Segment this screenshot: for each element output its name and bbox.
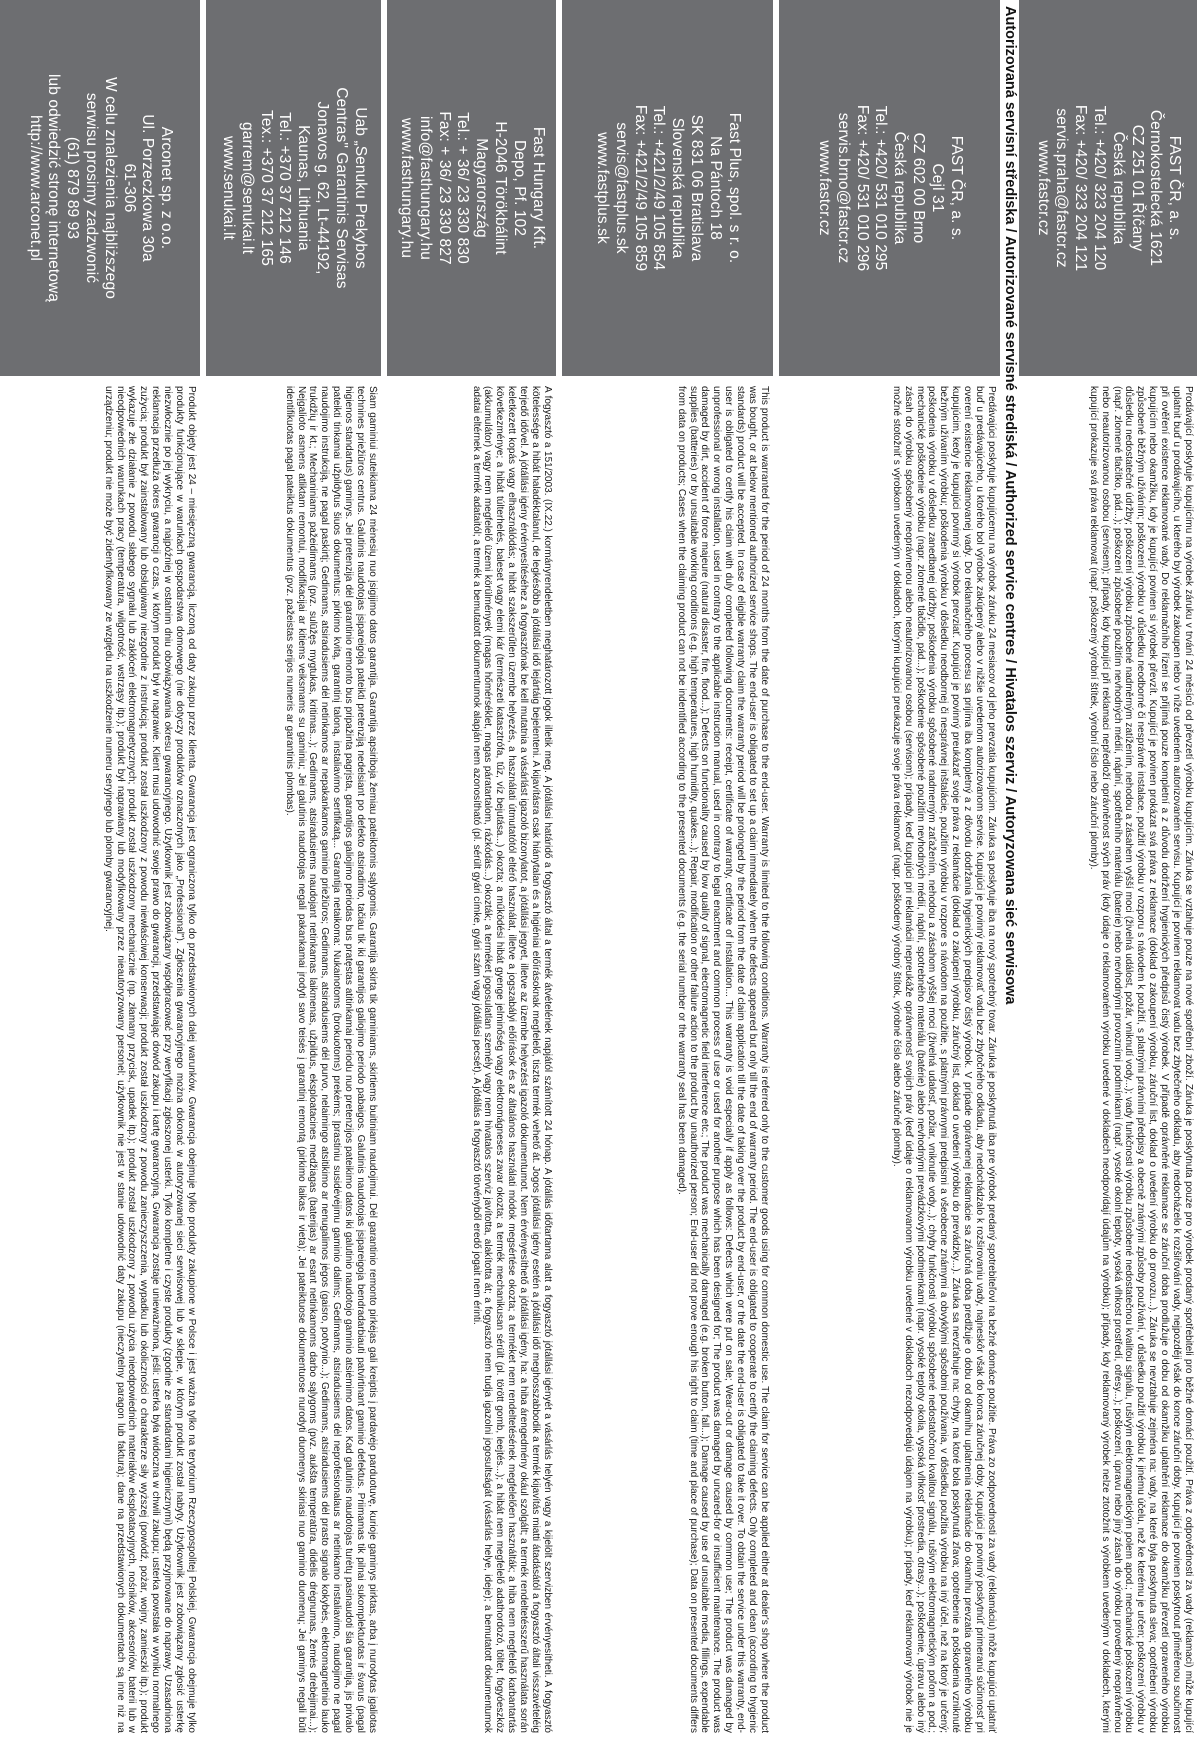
contact-street: Depo, Pf. 102	[510, 139, 528, 237]
contact-company: FAST ČR, a. s.	[947, 135, 965, 241]
warranty-text-hu	[390, 386, 553, 1733]
contact-block-sk	[779, 0, 1000, 376]
warranty-text-cz	[1022, 386, 1194, 1733]
contact-block-en	[562, 0, 773, 376]
contact-email[interactable]: garrem@senukai.lt	[238, 121, 256, 254]
contact-country: Slovenská republika	[669, 117, 687, 259]
contact-website[interactable]: http://www.arconet.pl	[26, 115, 44, 261]
contact-fax: Fax: + 36/ 23 330 827	[435, 111, 453, 265]
section-cz	[1019, 0, 1197, 1739]
contact-phone: (61) 879 89 93	[64, 136, 82, 240]
contact-fax: Fax: +420/ 323 204 121	[1072, 104, 1090, 272]
contact-fax: Fax: +421/2/49 105 859	[631, 104, 649, 272]
contact-phone: Tel.: +421/2/49 105 854	[650, 105, 668, 271]
contact-email[interactable]: servis.praha@fastcr.cz	[1053, 108, 1071, 268]
section-hu	[387, 0, 556, 1739]
contact-company: Fast Plus, spol. s r. o.	[725, 112, 743, 264]
contact-phone: Tel.: +420/ 531 010 295	[872, 105, 890, 271]
contact-phone: Tel.: +420/ 323 204 120	[1091, 105, 1108, 271]
contact-city: SK 831 06 Bratislava	[688, 114, 706, 262]
warranty-text-pl	[3, 386, 197, 1733]
contact-website[interactable]: www.fastcr.cz	[816, 140, 834, 236]
contact-website[interactable]: www.fasthungary.hu	[398, 117, 416, 259]
section-pl	[0, 0, 200, 1739]
section-heading: Autorizovaná servisní střediska / Autorizované servisné strediská / Authorized service centres / Hivatalos szerviz / Autoryzowana sieć serwisowa	[1002, 6, 1018, 1005]
contact-website[interactable]: www.fastplus.sk	[594, 132, 612, 244]
contact-street: Černokostelecká 1621	[1147, 109, 1165, 267]
contact-email[interactable]: info@fasthungary.hu	[416, 115, 434, 261]
warranty-paragraph: A fogyasztó a 151/2003. (IX.22.) kormányrendeletben meghatározott jogok illetik meg. A jótállási határidő a fogyasztó által a termék átvételének napjától számított 24 hónap. A jótállás időtartama alatt a fogyasztó jótállási igényét a vásárlás helyén vagy a kijelölt szervizben érvényesítheti. A fogyasztó kötelessége a hibát haladéktalanul, de legkésőbb a jótállási idő lejártáig bejelenteni. A kijavításra csak hiánytalan és a higiéniai előírásoknak megfelelő, tiszta termék vehető át. Jogos jótállási igény esetén a jótállási idő meghosszabbodik a termék kijavítás miatti átadásától a fogyasztó általi visszavételéig terjedő idővel. A jótállási igény érvényesítéséhez a fogyasztónak be kell mutatnia a vásárlást igazoló bizonylatot, a jótállási jegyet, illetve az üzembe helyezést igazoló dokumentumot. Nem érvényesíthető a jótállási igény, ha: a hiba árengedmény okául szolgált; a termék rendeltetésszerű használata során keletkezett kopás vagy elhasználódás; a hibát szakszerűtlen üzembe helyezés, a használati útmutatótól eltérő használat, illetve a jogszabályi előírások és az általános használati módok megsértése okozta; a terméket nem rendeltetésének megfelelően használták; a hiba nem megfelelő karbantartás következménye; a hibát túlterhelés, baleset vagy elemi kár (természeti katasztrófa, tűz, víz bejutása...) okozta; a működési hibát gyenge jelminőség vagy elektromágneses zavar okozta; a termék mechanikusan sérült (pl. törött gomb, leejtés...); a hibát nem megfelelő adathordozó, töltet, fogyóeszköz (akkumulátor) vagy nem megfelelő üzemi körülmények (magas hőmérséklet, magas páratartalom, rázkódás...) okozták; a terméket jogosulatlan személy vagy nem hivatalos szerviz javította, alakította át; a fogyasztó nem tudja igazolni jogosultságát (vásárlás helye, ideje); a bemutatott dokumentumok adatai eltérnek a termék adataitól; a termék a bemutatott dokumentumok alapján nem azonosítható (pl. sérült gyári címke, gyári szám vagy jótállási pecsét). A jótállás a fogyasztó törvényből eredő jogait nem érinti.	[470, 386, 553, 1733]
warranty-text-sk	[782, 386, 997, 1733]
contact-company: Arconet sp. z o.o.	[158, 126, 176, 250]
contact-street: Na Pántoch 18	[706, 136, 724, 240]
contact-email[interactable]: servis.brno@fastcr.cz	[834, 112, 852, 264]
warranty-paragraph: Predávajúci poskytuje kupujúcemu na výrobok záruku 24 mesiacov od jeho prevzatia kupujúcim. Záruka sa poskytuje iba na nový spotrebný tovar. Záruka je poskytnutá iba pre výrobok predaný spotrebiteľovi na bežné domáce použitie. Práva zo zodpovednosti za vady (reklamáciu) môže kupujúci uplatniť buď u predávajúceho, u ktorého bol výrobok zakúpený alebo v nižšie uvedenom autorizovanom servise. Kupujúci je povinný reklamovať vadu bez zbytočného odkladu, aby nedochádzalo k rozširovaniu vady, najneskôr však do konca záručnej doby. Kupujúci je povinný poskytnúť primeranú súčinnosť pri overení existencie reklamovanej vady. Do reklamačného procesu sa prijíma iba kompletný a z dôvodu dodržania hygienických predpisov čistý výrobok. V prípade oprávnenej reklamácie sa záručná doba predlžuje o dobu od okamihu uplatnenia reklamácie do okamihu prevzatia opraveného výrobku kupujúcim, kedy je kupujúci povinný si výrobok prevziať. Kupujúci je povinný preukázať svoje práva z reklamácie (doklad o zakúpení výrobku, záručný list, doklad o uvedení výrobku do prevádzky...). Záruka sa nevzťahuje na: chyby, na ktoré bola poskytnutá zľava; opotrebenie a poškodenia vzniknuté bežným užívaním výrobku; poškodenia výrobku v dôsledku neodbornej či nesprávnej inštalácie, použitím výrobku v rozpore s návodom na použitie, s platnými právnymi predpismi a všeobecne známymi a obvyklými spôsobmi používania, v dôsledku použitia výrobku na iný účel, než na ktorý je určený; poškodenia výrobku v dôsledku zanedbanej údržby; poškodenia výrobku spôsobené nadmerným zaťažením, nehodou a zásahom vyššej moci (živelná udalosť, požiar, vniknutie vody...); chyby funkčnosti výrobku spôsobené nedostatočnou kvalitou signálu, rušivým elektromagnetickým poľom a pod.; mechanické poškodenie výrobku (napr. zlomené tlačidlo, pád...); poškodenie spôsobené použitím nevhodných médií, náplní, spotrebného materiálu (batérie) alebo nevhodnými prevádzkovými podmienkami (napr. vysoké teploty okolia, vysoká vlhkosť prostredia, otrasy...); poškodenie, úpravu alebo iný zásah do výrobku spôsobený neoprávnenou alebo neautorizovanou osobou (servisom); prípady, keď kupujúci pri reklamácii nepreukáže oprávnenosť svojich práv (keď údaje o reklamovanom výrobku uvedené v dokladoch nezodpovedajú údajom na výrobku); prípady, keď reklamovaný výrobok nie je možné stotožniť s výrobkom uvedeným v dokladoch, ktorými kupujúci preukazuje svoje práva reklamovať (napr. poškodený výrobný štítok, výrobné číslo alebo záručné plomby).	[890, 386, 997, 1733]
contact-note-line2: serwisu prosimy zadzwonić	[83, 92, 100, 284]
contact-street: Cejl 31	[928, 163, 946, 213]
contact-country: Česká republika	[1109, 131, 1127, 245]
contact-website[interactable]: www.senukai.lt	[220, 136, 238, 240]
contact-city: H-2046 Törökbálint	[492, 121, 510, 255]
contact-company: Fast Hungary Kft.	[529, 126, 547, 250]
contact-city: CZ 251 01 Říčany	[1128, 124, 1146, 252]
contact-phone: Tel.: + 36/ 23 330 830	[454, 112, 472, 264]
warranty-text-lt	[209, 386, 378, 1733]
section-lt	[206, 0, 381, 1739]
contact-fax: Tex.: +370 37 212 165	[257, 110, 275, 266]
warranty-text-en	[565, 386, 770, 1733]
contact-city: CZ 602 00 Brno	[910, 132, 928, 244]
contact-block-lt	[206, 0, 381, 376]
contact-note-line3: lub odwiedzić stronę internetową	[45, 73, 63, 303]
contact-country: Magyarország	[473, 138, 491, 238]
contact-block-cz	[1019, 0, 1197, 376]
contact-fax: Fax: +420/ 531 010 296	[853, 104, 871, 272]
warranty-paragraph: Produkt objęty jest 24 – miesięczną gwarancją, liczoną od daty zakupu przez klienta. Gwarancja jest ograniczona tylko do przedstawionych dalej warunków. Gwarancja obejmuje tylko produkty zakupione w Polsce i jest ważna tylko na terytorium Rzeczypospolitej Polskiej. Gwarancja obejmuje tylko produkty funkcjonujące w warunkach gospodarstwa domowego (nie dotyczy produktów oznaczonych jako „Professional"). Zgłoszenia gwarancyjnego można dokonać w autoryzowanej sieci serwisowej lub w sklepie, w którym produkt został nabyty. Użytkownik jest zobowiązany zgłosić usterkę niezwłocznie po jej wykryciu, a najpóźniej w ostatnim dniu obowiązywania okresu gwarancyjnego. Użytkownik jest zobowiązany współpracować przy weryfikacji zgłoszonej usterki. Tylko kompletne i czyste produkty (zgodnie ze standardami higienicznymi) będą przyjmowane do naprawy. Uzasadniona reklamacja przedłuża okres gwarancji o czas, w którym produkt był w naprawie. Klient musi udowodnić swoje prawo do gwarancji, przedstawiając dowód zakupu i kartę gwarancyjną. Gwarancja zostaje unieważniona, jeśli: usterka była widoczna w chwili zakupu; usterka powstała w wyniku normalnego zużycia; produkt był zainstalowany lub obsługiwany niezgodnie z instrukcją; produkt został uszkodzony z powodu niewłaściwej konserwacji; produkt został uszkodzony z powodu zanieczyszczenia, wypadku lub okoliczności o charakterze siły wyższej (powódź, pożar, wojny, zamieszki itp.); produkt wykazuje złe działanie z powodu słabego sygnału lub zakłóceń elektromagnetycznych; produkt został uszkodzony mechanicznie (np. złamany przycisk, upadek itp.); produkt został uszkodzony z powodu użycia nieodpowiednich materiałów eksploatacyjnych, nośników, akcesoriów, baterii lub w nieodpowiednich warunkach pracy (temperatura, wilgotność, wstrząsy itp.); produkt był naprawiany lub modyfikowany przez nieautoryzowany personel; użytkownik nie jest w stanie udowodnić daty zakupu (nieczytelny paragon lub faktura); dane na przedstawionych dokumentach są inne niż na urządzeniu; produkt nie może być zidentyfikowany ze względu na uszkodzenie numeru seryjnego lub plomby gwarancyjnej.	[102, 386, 197, 1733]
contact-block-hu	[387, 0, 556, 376]
contact-street: Ul. Porzeczkowa 30a	[139, 114, 157, 262]
contact-note-line1: W celu znalezienia najbliższego	[101, 77, 119, 299]
contact-website[interactable]: www.fastcr.cz	[1034, 140, 1052, 236]
contact-email[interactable]: servis@fastplus.sk	[612, 122, 630, 254]
contact-company: FAST ČR, a. s.	[1166, 135, 1184, 241]
warranty-paragraph: This product is warranted for the period of 24 months from the date of purchase to the end-user. Warranty is limited to the following conditions. Warranty is referred only to the customer goods using for common domestic use. The claim for service can be applied either at dealer's shop where the product was bought, or at below mentioned authorized service shops. The end-user is obligated to set up a claim immediately when the defects appeared but only till the end of warranty period. The end-user is obligated to cooperate to certify the claiming defects. Only completed and clean (according to hygienic standards) product will be accepted. In case of eligible warranty claim the warranty period will be prolonged by the period from the date of claim application till the date of taking over the product by end-user, or the date the end-user is obligated to take it over. To obtain the service under this warranty, end-user is obligated to certify his claim with duly completed following documents: receipt, certificate of warranty, certificate of installation... This warranty is void especially if apply as follows: Defects which were put on sale; Wear-out or damage caused by common use; The product was damaged by unprofessional or wrong installation, used in contrary to the applicable instruction manual, used in contrary to legal enactment and common process of use or used for another purpose which has been designed for; The product was damaged by uncared-for or insufficient maintenance. The product was damaged by dirt, accident of force majeure (natural disaster, fire, flood...); Defects on functionality caused by low quality of signal, electromagnetic field interference etc.; The product was mechanically damaged (e.g. broken button, fall...); Damage caused by use of unsuitable media, fillings, expendable supplies (batteries) or by unsuitable working conditions (e.g. high temperatures, high humidity, quakes...); Repair, modification or other failure action to the product by unauthorized person; End-user did not prove enough his right to claim (time and place of purchase); Data on presented documents differs from data on products; Cases when the claiming product can not be indentified according to the presented documents (e.g. the serial number or the warranty seal has been damaged).	[675, 386, 770, 1733]
contact-company: Uab „Senuku Prekybos	[351, 107, 369, 269]
warranty-paragraph: Prodávající poskytuje kupujícímu na výrobek záruku v trvání 24 měsíců od převzetí výrobku kupujícím. Záruka se vztahuje pouze na nové spotřební zboží. Záruka je poskytnuta pouze pro výrobek prodaný spotřebiteli pro běžné domácí použití. Práva z odpovědnosti za vady (reklamaci) může kupující uplatnit buď u prodávajícího, u kterého byl výrobek zakoupen nebo v níže uvedeném autorizovaném servisu. Kupující je povinen reklamovat vadu bez zbytečného odkladu, aby nedocházelo k rozšiřování vady, nejpozději však do konce záruční doby. Kupující je povinen poskytnout přiměřenou součinnost při ověření existence reklamované vady. Do reklamačního řízení se přijímá pouze kompletní a z důvodu dodržení hygienických předpisů čistý výrobek. V případě oprávněné reklamace se záruční doba prodlužuje o dobu od okamžiku uplatnění reklamace do okamžiku převzetí opraveného výrobku kupujícím nebo okamžiku, kdy je kupující povinen si výrobek převzít. Kupující je povinen prokázat svá práva z reklamace (doklad o zakoupení výrobku, záruční list, doklad o uvedení výrobku do provozu...). Záruka se nevztahuje zejména na: vady, na které byla poskytnuta sleva; opotřebení výrobku způsobené běžným užíváním; poškození výrobku v důsledku neodborné či nesprávné instalace, použití výrobku v rozporu s návodem k použití, s platnými právními předpisy a obecně známými způsoby používání, v důsledku použití výrobku k jinému účelu, než ke kterému je určen; poškození výrobku v důsledku nedostatečné údržby; poškození výrobku způsobené nadměrným zatížením, nehodou a zásahem vyšší moci (živelná událost, požár, vniknutí vody...); vady funkčnosti výrobku způsobené nedostatečnou kvalitou signálu, rušivým elektromagnetickým polem apod.; mechanické poškození výrobku (např. zlomené tlačítko, pád...); poškození způsobené použitím nevhodných médií, náplní, spotřebního materiálu (baterie) nebo nevhodnými provozními podmínkami (např. vysoké okolní teploty, vysoká vlhkost prostředí, otřesy...); poškození, úpravu nebo jiný zásah do výrobku provedený neoprávněnou nebo neautorizovanou osobou (servisem); případy, kdy kupující při reklamaci nepředloží oprávněnost svých práv (kdy údaje o reklamovaném výrobku uvedené v dokladech neodpovídají údajům na výrobku); případy, kdy reklamovaný výrobek nelze ztotožnit s výrobkem uvedeným v dokladech, kterými kupující prokazuje svá práva reklamovat (např. poškozený výrobní štítek, výrobní číslo nebo záruční plomby).	[1087, 386, 1194, 1733]
contact-company-line2: Centras" Garantinis Servisas	[332, 87, 350, 289]
contact-country: Česká republika	[891, 131, 909, 245]
contact-block-pl	[0, 0, 200, 376]
section-sk	[779, 0, 1000, 1739]
section-en	[562, 0, 773, 1739]
warranty-paragraph: Šiam gaminiui suteikiama 24 mėnesių nuo įsigijimo datos garantija. Garantija apsiriboja žemiau pateiktomis sąlygomis. Garantija skirta tik gaminiams, skirtiems buitiniam naudojimui. Dėl garantinio remonto pirkėjas gali kreiptis į pardavėjo parduotuvę, kurioje gaminys pirktas, arba į nurodytas įgaliotas technines priežiūros centrus. Galutinis naudotojas įsipareigoja pateikti pretenziją nedelsiant po defekto atsiradimo, tačiau tik iki garantijos galiojimo periodo pabaigos. Galutinis naudotojas įsipareigoja bendradarbiauti patvirtinant gaminio defektus. Priimamas tik pilnai sukomplektuotas ir švarus (pagal higienos standartus) gaminys. Jei pretenzija dėl garantinio remonto bus pripažinta pagrįsta, garantijos galiojimo periodas bus pratęstas atitinkamai periodu nuo pretenzijos pateikimo datos iki galutinio naudotojo gaminio atsiėmimo datos. Kad galutinis naudotojas turėtų pasinaudoti šia garantija, jis privalo pateikti tinkamai užpildytus šiuos dokumentus: pirkimo kvitą, garantinį taloną, instaliavimo sertifikatą... Garantija netaikoma: Nukainotoms (brokuotoms) prekėms; Įprastiniu susidėvėjimu gaminio dalims; Gedimams, atsiradusiems dėl neprofesionalaus ar netinkamo instaliavimo, naudojimo ne pagal naudojimo instrukciją, ne pagal paskirtį; Gedimams, atsiradusiems dėl netinkamos ar nepakankamos gaminio priežiūros; Gedimams, atsiradusiems dėl purvo, nelaimingo atsitikimo ar nenugalimos jėgos (gaisro, potvynio...); Gedimams, atsiradusiems dėl prasto signalo kokybės, elektromagnetinio lauko trukdžių ir kt.; Mechaniniams pažeidimams (pvz. sulūžęs mygtukas, kritimas...); Gedimams, atsiradusiems naudojant netinkamas laikmenas, užpildus, eksploatacines medžiagas (baterijas) ar esant netinkamoms darbo sąlygoms (pvz. aukšta temperatūra, didelis drėgnumas, žemės drebėjimai...); Neįgalioto asmens atliktam remontui, modifikacijai ar kitiems veiksmams su gaminiu; Jei galutinis naudotojas negali pakankamai įrodyti savo teisės į garantinį remontą (pirkimo laikas ir vieta); Jei pateiktuose dokumentuose nurodyti duomenys skiriasi nuo gaminio duomenų; Jei gaminys negali būti identifikuotas pagal pateiktus dokumentus (pvz. pažeistas serijos numeris ar garantinis plombas).	[283, 386, 378, 1733]
contact-phone: Tel.: +370 37 212 146	[276, 112, 294, 264]
contact-street: Jonavos g. 62, Lt-44192,	[314, 101, 332, 275]
contact-postcode: 61-306	[120, 163, 138, 213]
contact-city: Kaunas, Lithuania	[295, 125, 313, 251]
